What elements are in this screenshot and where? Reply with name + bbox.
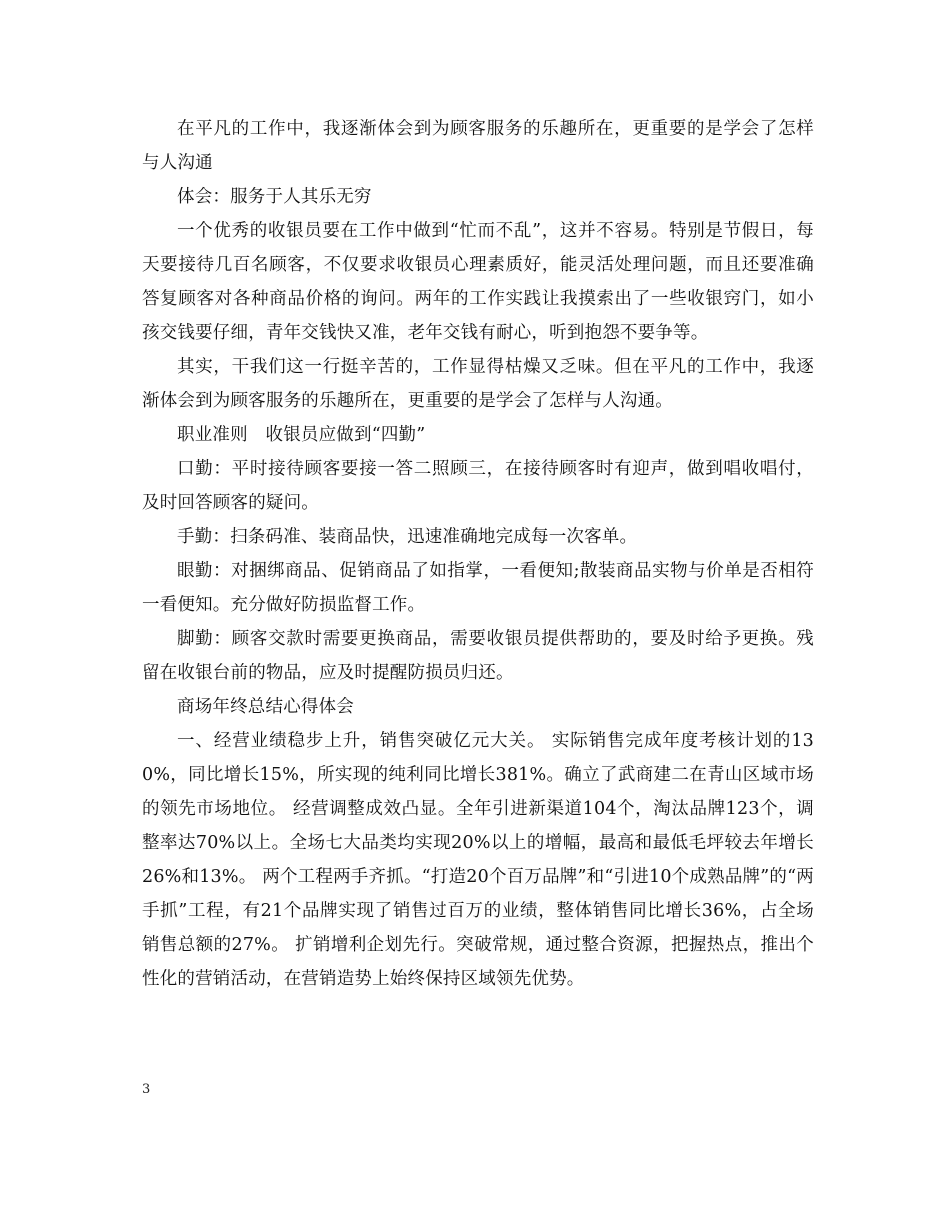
paragraph: 在平凡的工作中，我逐渐体会到为顾客服务的乐趣所在，更重要的是学会了怎样与人沟通 [142, 119, 814, 173]
section-heading: 体会：服务于人其乐无穷 [177, 187, 372, 207]
paragraph: 一个优秀的收银员要在工作中做到“忙而不乱”，这并不容易。特别是节假日，每天要接待几百名顾客，不仅要求收银员心理素质好，能灵活处理问题，而且还要准确答复顾客对各种商品价格的询问。两年的工作实践让我摸索出了一些收银窍门，如小孩交钱要仔细，青年交钱快又准，老年交钱有耐心，听到抱怨不要争等。 [142, 221, 814, 343]
paragraph: 其实，干我们这一行挺辛苦的，工作显得枯燥又乏味。但在平凡的工作中，我逐渐体会到为顾客服务的乐趣所在，更重要的是学会了怎样与人沟通。 [142, 357, 814, 411]
paragraph: 手勤：扫条码准、装商品快，迅速准确地完成每一次客单。 [177, 527, 638, 547]
page-number: 3 [142, 1082, 151, 1097]
document-body [142, 112, 814, 996]
paragraph: 一、经营业绩稳步上升，销售突破亿元大关。 实际销售完成年度考核计划的130%，同比增长15%，所实现的纯利同比增长381%。确立了武商建二在青山区域市场的领先市场地位。 经营调整成效凸显。全年引进新渠道104个，淘汰品牌123个，调整率达70%以上。全场七大品类均实现20%以上的增幅，最高和最低毛坪较去年增长26%和13%。 两个工程两手齐抓。“打造20个百万品牌”和“引进10个成熟品牌”的“两手抓”工程，有21个品牌实现了销售过百万的业绩，整体销售同比增长36%，占全场销售总额的27%。 扩销增利企划先行。突破常规，通过整合资源，把握热点，推出个性化的营销活动，在营销造势上始终保持区域领先优势。 [142, 731, 814, 989]
paragraph: 口勤：平时接待顾客要接一答二照顾三，在接待顾客时有迎声，做到唱收唱付，及时回答顾客的疑问。 [142, 459, 814, 513]
paragraph: 眼勤：对捆绑商品、促销商品了如指掌，一看便知;散装商品实物与价单是否相符一看便知。充分做好防损监督工作。 [142, 561, 814, 615]
paragraph: 脚勤：顾客交款时需要更换商品，需要收银员提供帮助的，要及时给予更换。残留在收银台前的物品，应及时提醒防损员归还。 [142, 629, 814, 683]
section-heading: 商场年终总结心得体会 [177, 697, 354, 717]
section-heading: 职业准则 收银员应做到“四勤” [177, 425, 426, 445]
